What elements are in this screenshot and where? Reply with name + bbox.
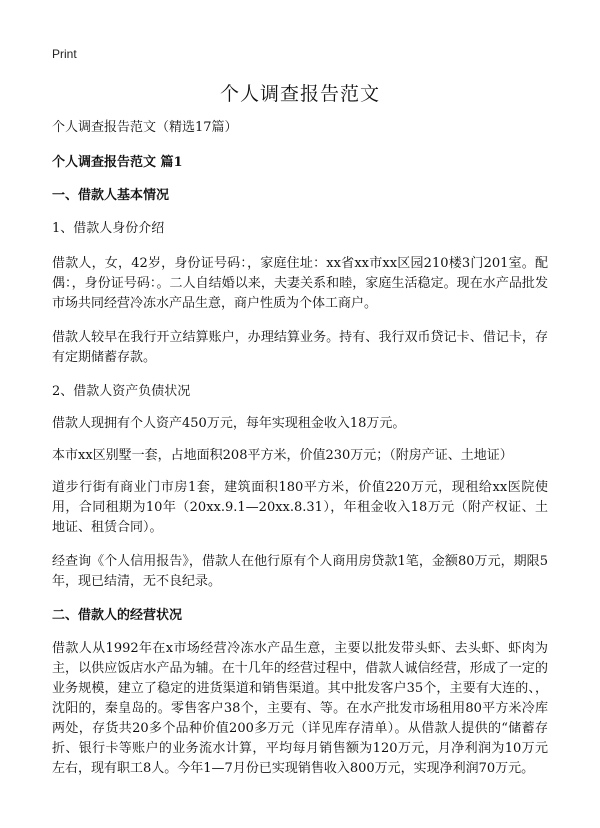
document-subtitle: 个人调查报告范文（精选17篇）	[52, 120, 238, 135]
paragraph-accounts: 借款人较早在我行开立结算账户，办理结算业务。持有、我行双币贷记卡、借记卡，存有定期储蓄存款。	[52, 330, 548, 365]
article-heading: 个人调查报告范文 篇1	[52, 155, 183, 170]
paragraph-shop: 道步行街有商业门市房1套，建筑面积180平方米，价值220万元，现租给xx医院使用，合同租期为10年（20xx.9.1—20xx.8.31），年租金收入18万元（附产权证、土地证、租赁合同）。	[52, 480, 548, 535]
paragraph-assets-total: 借款人现拥有个人资产450万元，每年实现租金收入18万元。	[52, 416, 406, 431]
paragraph-business: 借款人从1992年在x市场经营冷冻水产品生意，主要以批发带头虾、去头虾、虾肉为主，以供应饭店水产品为辅。在十几年的经营过程中，借款人诚信经营，形成了一定的业务规模，建立了稳定的进货渠道和销售渠道。其中批发客户35个，主要有大连的、，沈阳的，秦皇岛的。零售客户38个，主要有、等。在水产批发市场租用80平方米冷库两处，存货共20多个品种价值200多万元（详见库存清单）。从借款人提供的“储蓄存折、银行卡等账户的业务流水计算，平均每月销售额为120万元，月净利润为10万元左右，现有职工8人。今年1—7月份已实现销售收入800万元，实现净利润70万元。	[52, 641, 548, 776]
document-body	[52, 118, 548, 793]
subheading-identity: 1、借款人身份介绍	[52, 221, 165, 236]
paragraph-identity: 借款人，女，42岁，身份证号码：，家庭住址：xx省xx市xx区园210楼3门201室。配偶：，身份证号码：。二人自结婚以来，夫妻关系和睦，家庭生活稳定。现在水产品批发市场共同经营冷冻水产品生意，商户性质为个体工商户。	[52, 256, 548, 311]
section-heading-business: 二、借款人的经营状况	[52, 608, 183, 623]
subheading-assets: 2、借款人资产负债状况	[52, 384, 191, 399]
print-link[interactable]: Print	[52, 47, 77, 61]
section-heading-basic-info: 一、借款人基本情况	[52, 188, 170, 203]
paragraph-villa: 本市xx区别墅一套，占地面积208平方米，价值230万元；（附房产证、土地证）	[52, 448, 513, 463]
page-title: 个人调查报告范文	[219, 83, 380, 105]
paragraph-credit-report: 经查询《个人信用报告》，借款人在他行原有个人商用房贷款1笔，金额80万元，期限5年，现已结清，无不良纪录。	[52, 554, 548, 589]
